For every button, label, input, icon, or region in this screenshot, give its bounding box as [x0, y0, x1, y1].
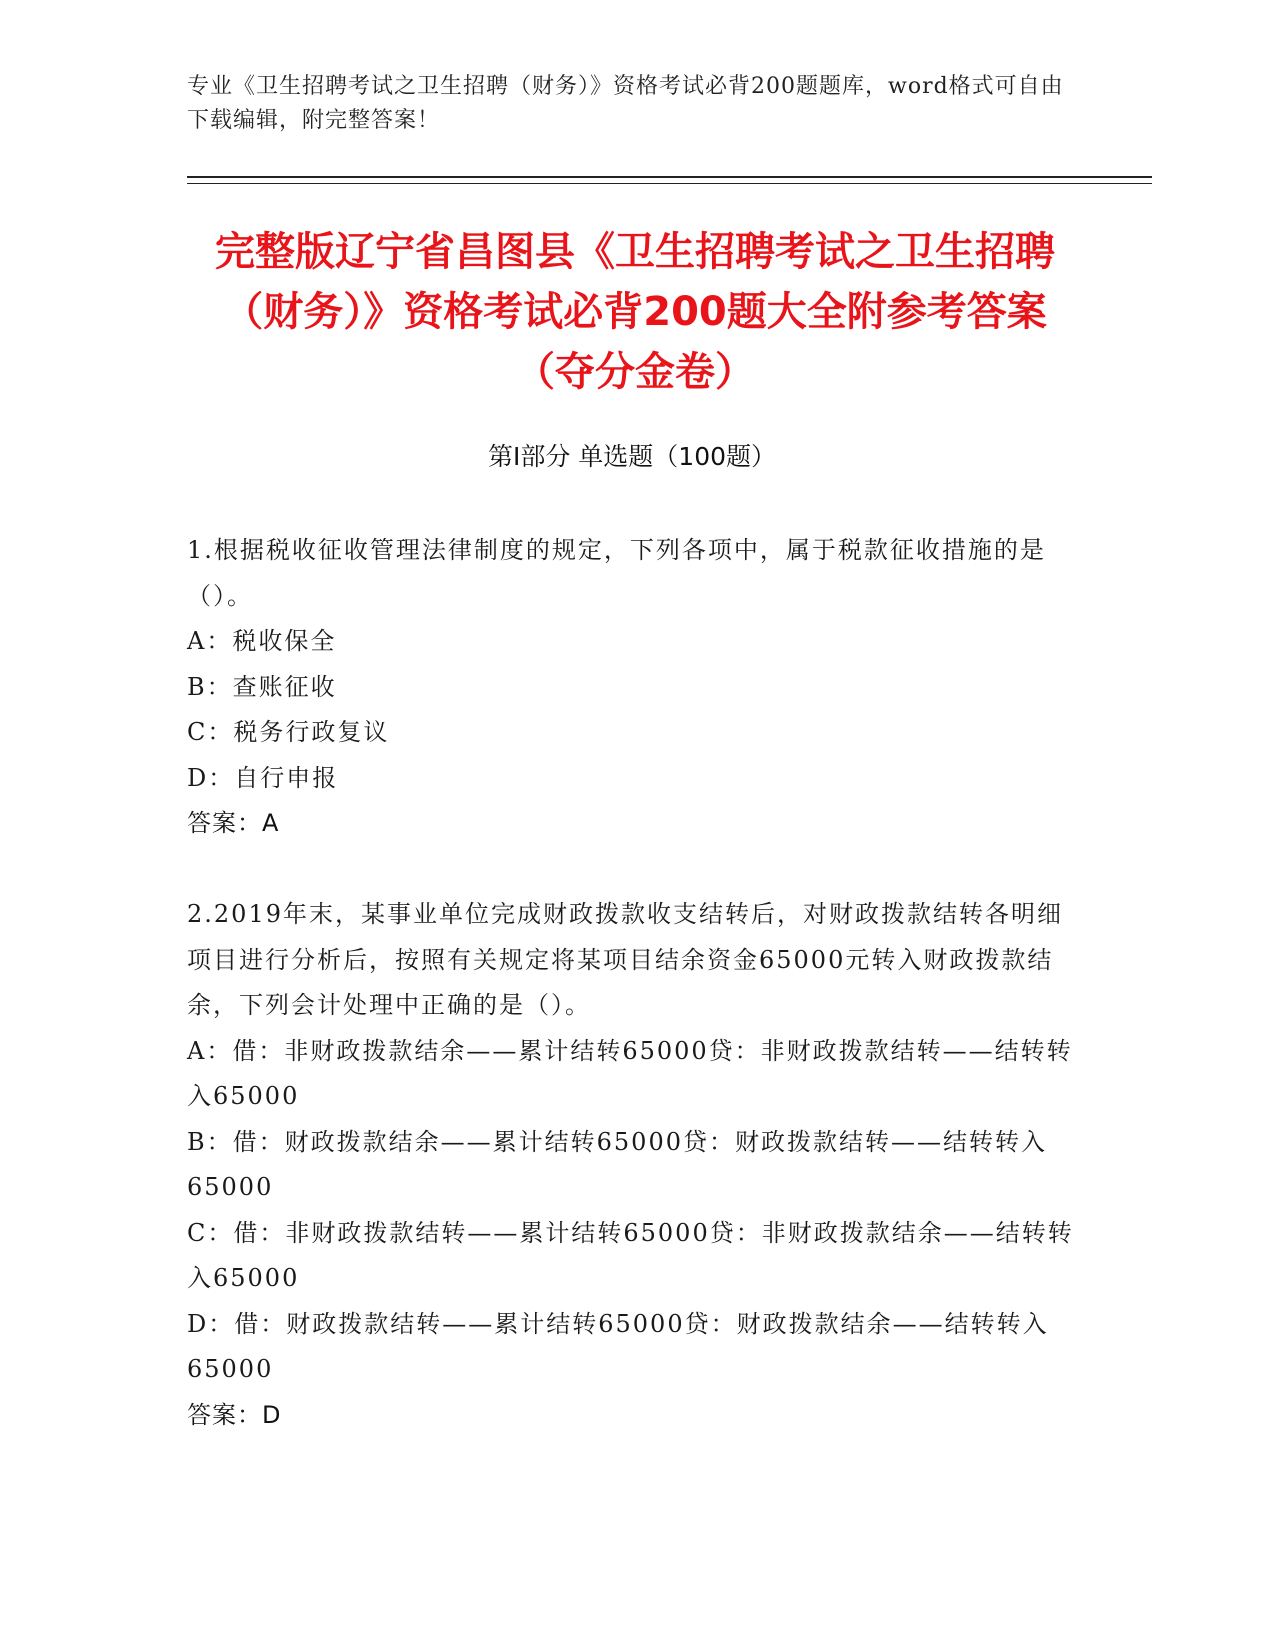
answer-line [187, 801, 1077, 847]
header-note: 专业《卫生招聘考试之卫生招聘（财务）》资格考试必背200题题库，word格式可自由下载编辑，附完整答案！ [187, 74, 1064, 133]
option-a: A：借：非财政拨款结余——累计结转65000贷：非财政拨款结转——结转转入65000 [187, 1036, 1073, 1110]
option-b: B：借：财政拨款结余——累计结转65000贷：财政拨款结转——结转转入65000 [187, 1127, 1047, 1201]
answer-label: 答案： [187, 809, 262, 837]
question-2 [187, 892, 1077, 1438]
header-divider-thin [187, 183, 1152, 184]
answer-value: A [262, 809, 279, 837]
answer-value: D [262, 1400, 281, 1429]
answer-line [187, 1393, 1077, 1439]
section-heading: 第Ⅰ部分 单选题（100题） [487, 442, 777, 471]
document-title: 完整版辽宁省昌图县《卫生招聘考试之卫生招聘（财务）》资格考试必背200题大全附参考答案（夺分金卷） [215, 229, 1055, 395]
question-1 [187, 528, 1077, 847]
option-b: B：查账征收 [187, 672, 337, 701]
question-stem: 2.2019年末，某事业单位完成财政拨款收支结转后，对财政拨款结转各明细项目进行分析后，按照有关规定将某项目结余资金65000元转入财政拨款结余，下列会计处理中正确的是（）。 [187, 900, 1063, 1019]
option-c: C：借：非财政拨款结转——累计结转65000贷：非财政拨款结余——结转转入65000 [187, 1218, 1074, 1292]
option-d: D：借：财政拨款结转——累计结转65000贷：财政拨款结余——结转转入65000 [187, 1309, 1049, 1383]
header-divider-thick [187, 176, 1152, 178]
option-a: A：税收保全 [187, 627, 337, 655]
answer-label: 答案： [187, 1400, 262, 1429]
option-d: D：自行申报 [187, 763, 339, 792]
option-c: C：税务行政复议 [187, 718, 390, 746]
question-stem: 1.根据税收征收管理法律制度的规定，下列各项中，属于税款征收措施的是（）。 [187, 536, 1046, 610]
